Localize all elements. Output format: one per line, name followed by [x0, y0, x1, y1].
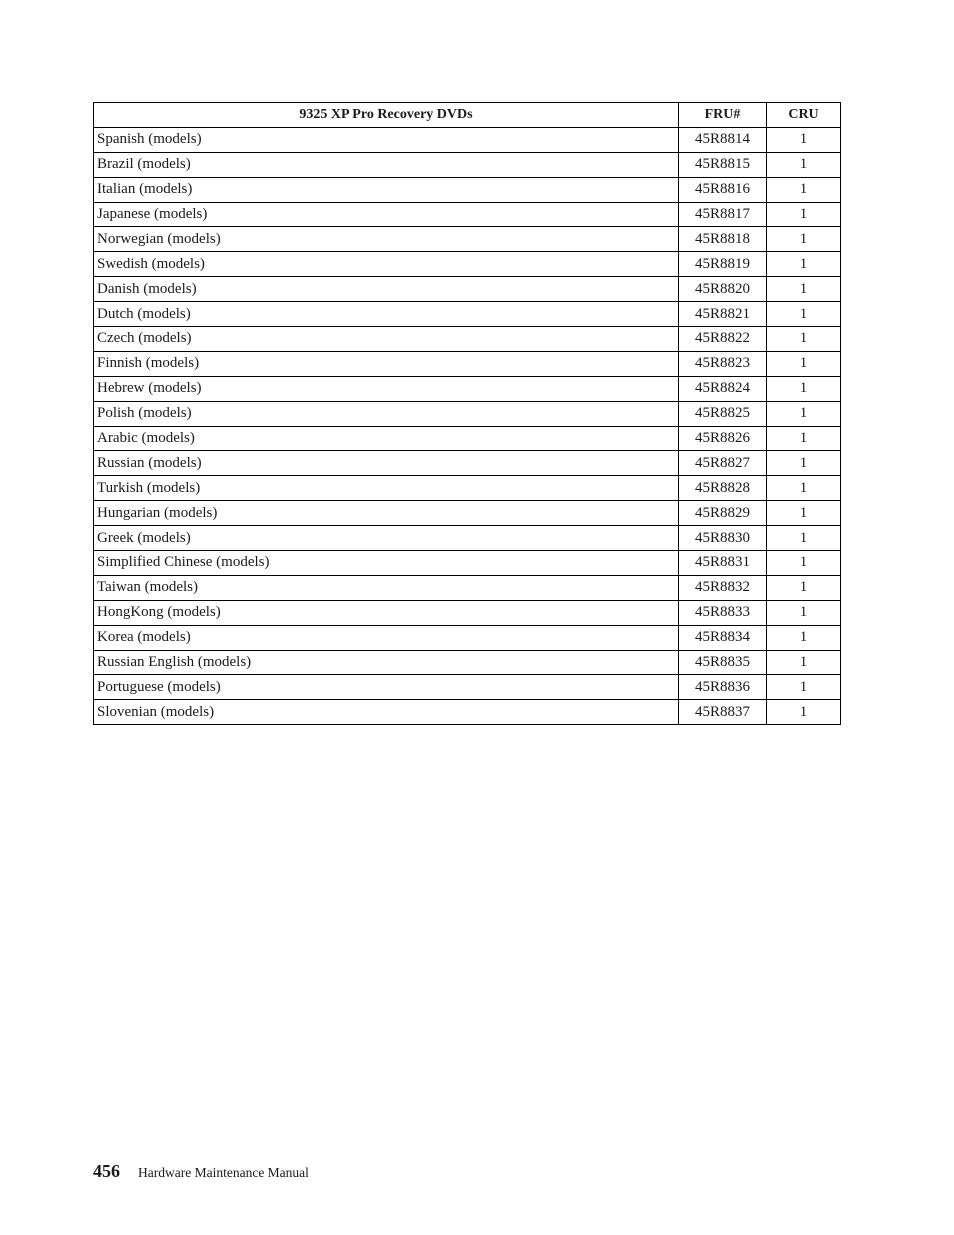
- cell-cru: 1: [767, 625, 841, 650]
- cell-description: Portuguese (models): [94, 675, 679, 700]
- table-row: [94, 675, 841, 700]
- cell-fru: 45R8824: [679, 376, 767, 401]
- cell-fru: 45R8827: [679, 451, 767, 476]
- cell-description: Brazil (models): [94, 152, 679, 177]
- table-row: [94, 376, 841, 401]
- cell-cru: 1: [767, 650, 841, 675]
- table-row: [94, 600, 841, 625]
- cell-cru: 1: [767, 302, 841, 327]
- cell-cru: 1: [767, 526, 841, 551]
- cell-fru: 45R8828: [679, 476, 767, 501]
- table-row: [94, 127, 841, 152]
- table-row: [94, 152, 841, 177]
- table-row: [94, 426, 841, 451]
- table-row: [94, 252, 841, 277]
- cell-description: Spanish (models): [94, 127, 679, 152]
- table-row: [94, 476, 841, 501]
- cell-cru: 1: [767, 426, 841, 451]
- table-row: [94, 227, 841, 252]
- table-row: [94, 501, 841, 526]
- table-row: [94, 401, 841, 426]
- cell-fru: 45R8831: [679, 551, 767, 576]
- cell-description: Russian English (models): [94, 650, 679, 675]
- cell-description: Japanese (models): [94, 202, 679, 227]
- cell-fru: 45R8834: [679, 625, 767, 650]
- cell-fru: 45R8829: [679, 501, 767, 526]
- cell-description: Russian (models): [94, 451, 679, 476]
- table-body: [94, 127, 841, 724]
- cell-cru: 1: [767, 202, 841, 227]
- cell-fru: 45R8821: [679, 302, 767, 327]
- cell-description: Taiwan (models): [94, 575, 679, 600]
- table-row: [94, 351, 841, 376]
- table-row: [94, 700, 841, 725]
- cell-description: Polish (models): [94, 401, 679, 426]
- page-number: 456: [93, 1161, 120, 1181]
- page-footer: [93, 1161, 309, 1182]
- cell-fru: 45R8833: [679, 600, 767, 625]
- cell-fru: 45R8818: [679, 227, 767, 252]
- cell-cru: 1: [767, 675, 841, 700]
- cell-fru: 45R8835: [679, 650, 767, 675]
- cell-cru: 1: [767, 327, 841, 352]
- cell-description: Slovenian (models): [94, 700, 679, 725]
- header-description: 9325 XP Pro Recovery DVDs: [94, 103, 679, 128]
- cell-description: Norwegian (models): [94, 227, 679, 252]
- cell-description: Turkish (models): [94, 476, 679, 501]
- cell-description: Hungarian (models): [94, 501, 679, 526]
- cell-fru: 45R8836: [679, 675, 767, 700]
- cell-fru: 45R8837: [679, 700, 767, 725]
- manual-title: Hardware Maintenance Manual: [138, 1165, 309, 1180]
- table-row: [94, 451, 841, 476]
- cell-cru: 1: [767, 351, 841, 376]
- cell-description: Czech (models): [94, 327, 679, 352]
- cell-description: Finnish (models): [94, 351, 679, 376]
- cell-fru: 45R8814: [679, 127, 767, 152]
- table-row: [94, 650, 841, 675]
- cell-cru: 1: [767, 252, 841, 277]
- table-row: [94, 625, 841, 650]
- cell-fru: 45R8832: [679, 575, 767, 600]
- cell-fru: 45R8830: [679, 526, 767, 551]
- table-row: [94, 202, 841, 227]
- cell-fru: 45R8816: [679, 177, 767, 202]
- cell-cru: 1: [767, 152, 841, 177]
- cell-cru: 1: [767, 127, 841, 152]
- cell-description: HongKong (models): [94, 600, 679, 625]
- header-cru: CRU: [767, 103, 841, 128]
- header-fru: FRU#: [679, 103, 767, 128]
- cell-description: Italian (models): [94, 177, 679, 202]
- table-row: [94, 327, 841, 352]
- cell-cru: 1: [767, 476, 841, 501]
- cell-fru: 45R8815: [679, 152, 767, 177]
- cell-cru: 1: [767, 227, 841, 252]
- cell-description: Greek (models): [94, 526, 679, 551]
- recovery-dvds-table: [93, 102, 841, 725]
- table-row: [94, 526, 841, 551]
- table-header-row: [94, 103, 841, 128]
- table-row: [94, 302, 841, 327]
- table-row: [94, 277, 841, 302]
- cell-cru: 1: [767, 600, 841, 625]
- cell-description: Simplified Chinese (models): [94, 551, 679, 576]
- cell-cru: 1: [767, 451, 841, 476]
- table-row: [94, 575, 841, 600]
- cell-cru: 1: [767, 401, 841, 426]
- cell-cru: 1: [767, 376, 841, 401]
- cell-fru: 45R8826: [679, 426, 767, 451]
- cell-fru: 45R8819: [679, 252, 767, 277]
- cell-description: Korea (models): [94, 625, 679, 650]
- table-row: [94, 551, 841, 576]
- cell-description: Arabic (models): [94, 426, 679, 451]
- cell-cru: 1: [767, 700, 841, 725]
- cell-cru: 1: [767, 177, 841, 202]
- cell-cru: 1: [767, 501, 841, 526]
- cell-fru: 45R8823: [679, 351, 767, 376]
- table-row: [94, 177, 841, 202]
- cell-description: Danish (models): [94, 277, 679, 302]
- cell-cru: 1: [767, 575, 841, 600]
- cell-fru: 45R8820: [679, 277, 767, 302]
- cell-fru: 45R8817: [679, 202, 767, 227]
- cell-description: Hebrew (models): [94, 376, 679, 401]
- cell-description: Swedish (models): [94, 252, 679, 277]
- cell-cru: 1: [767, 277, 841, 302]
- cell-description: Dutch (models): [94, 302, 679, 327]
- cell-fru: 45R8825: [679, 401, 767, 426]
- cell-fru: 45R8822: [679, 327, 767, 352]
- cell-cru: 1: [767, 551, 841, 576]
